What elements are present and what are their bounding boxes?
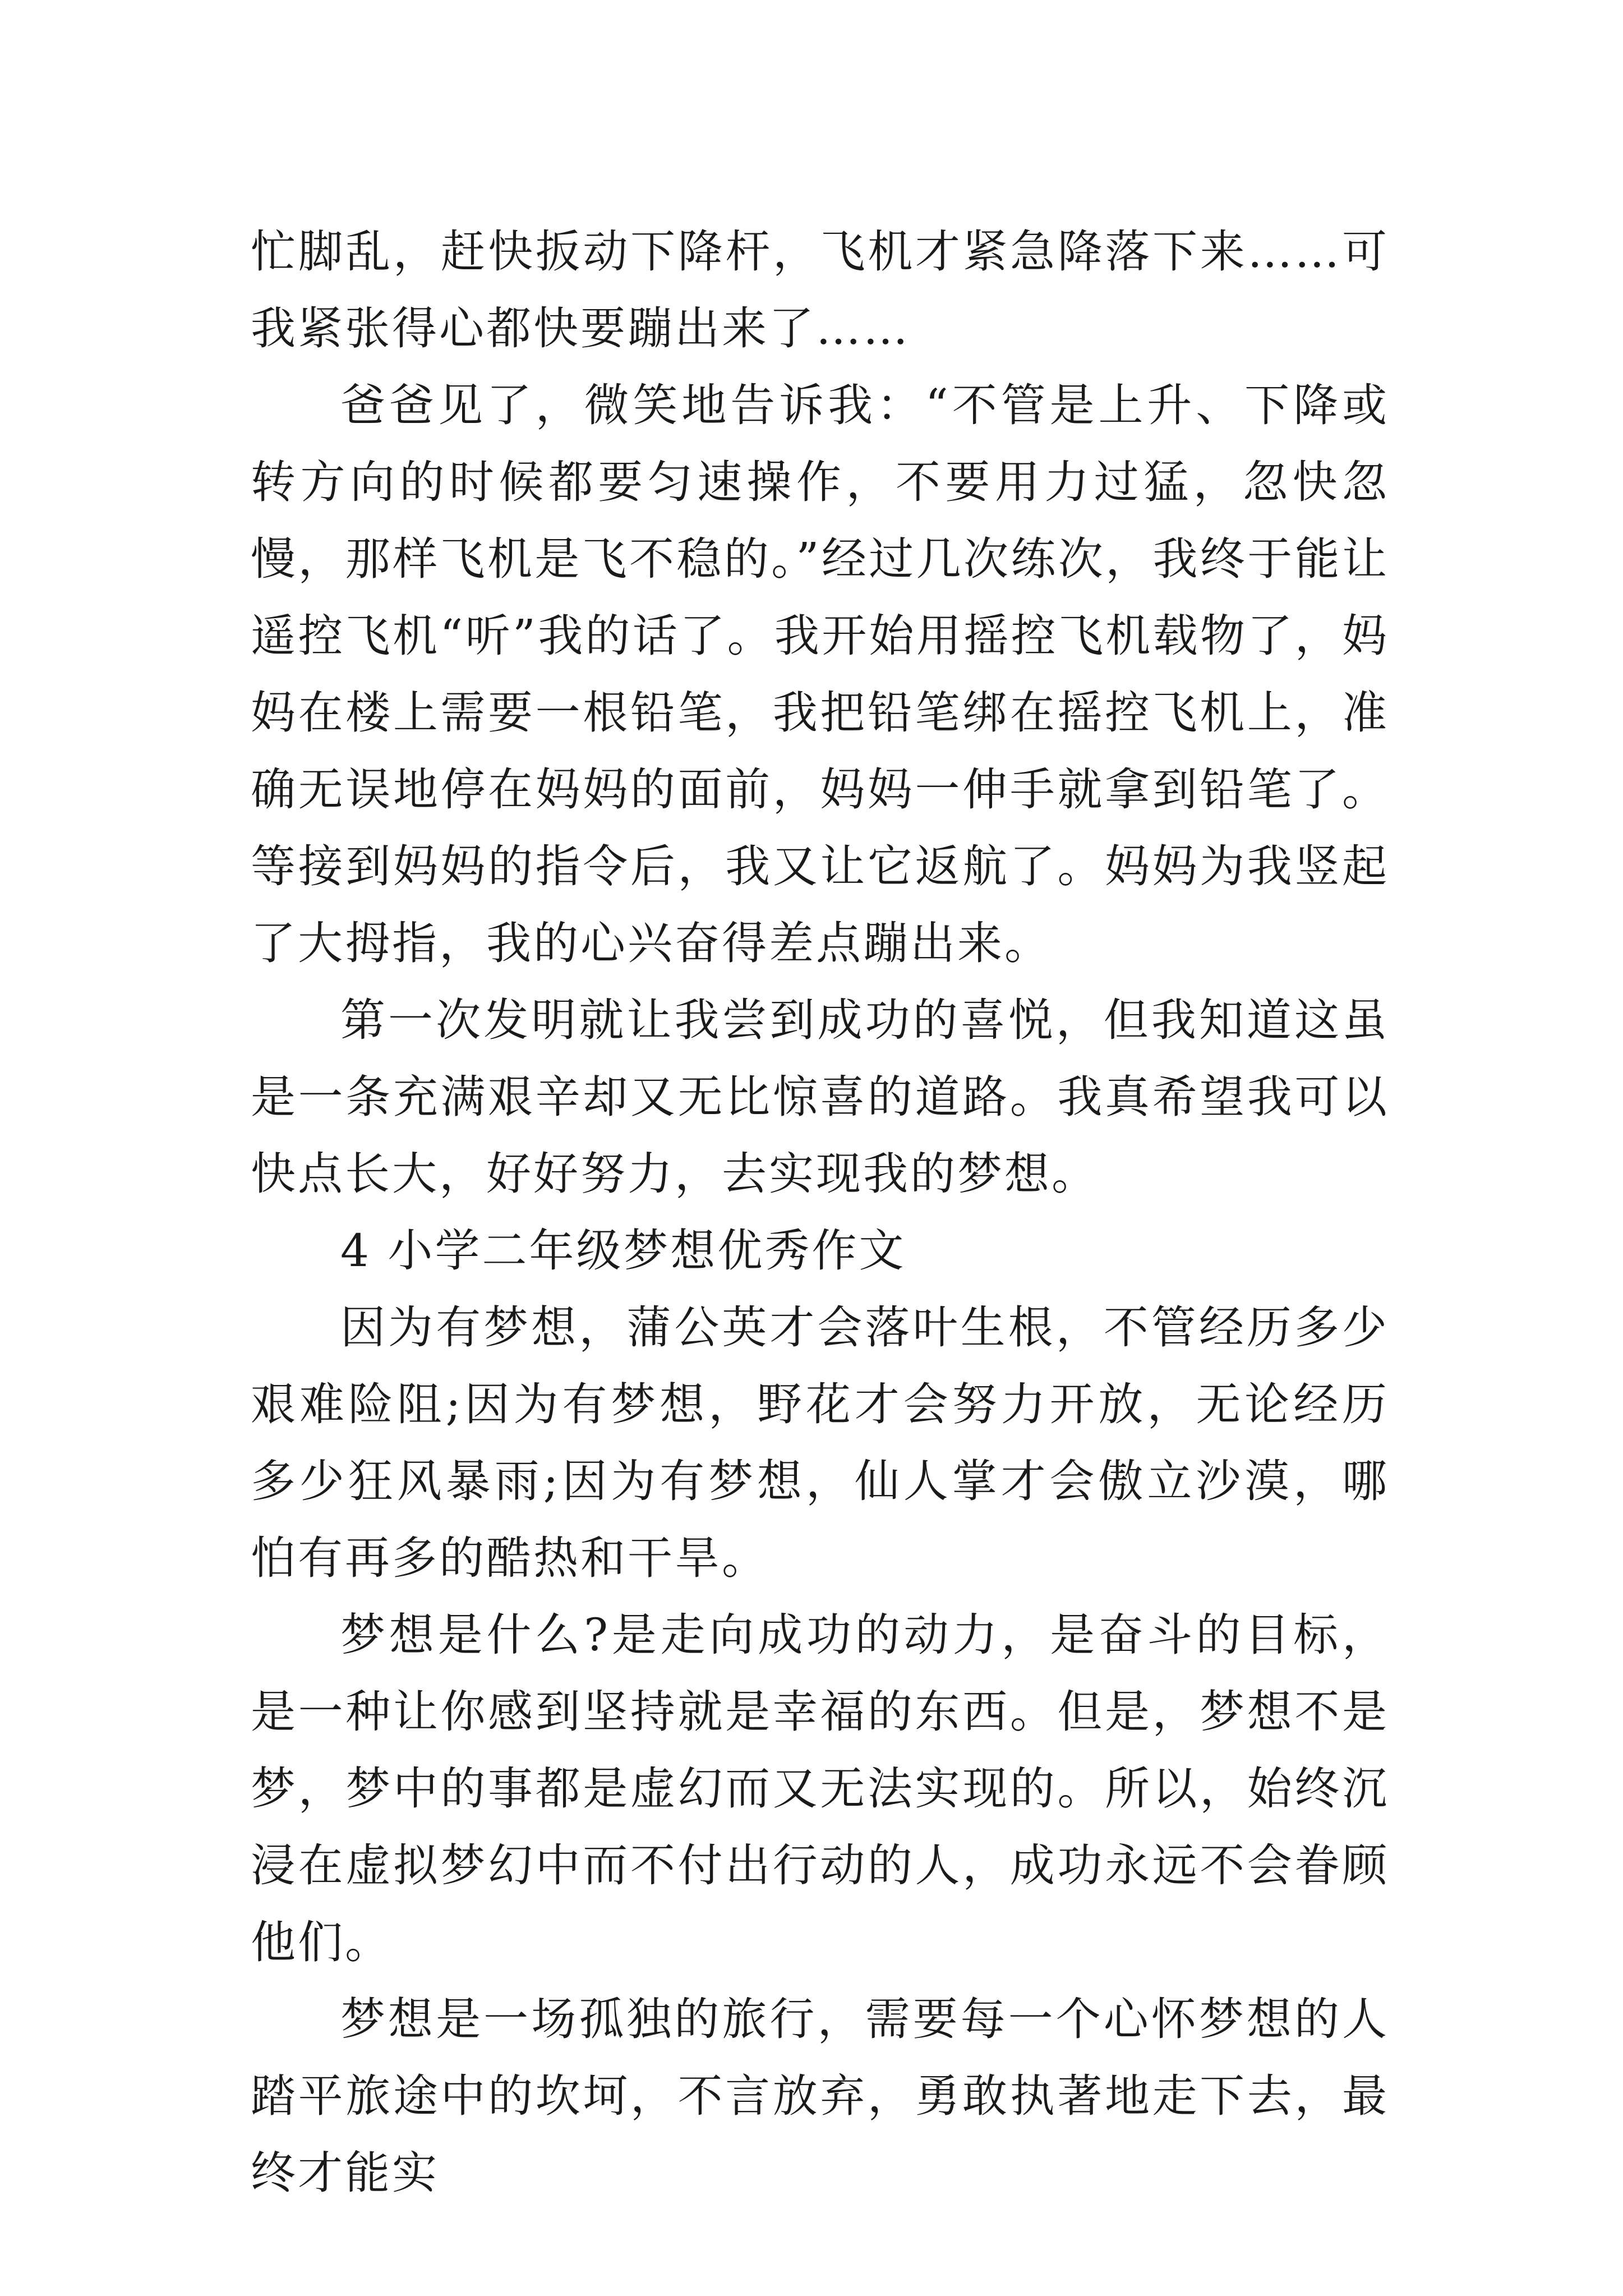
- document-body: [251, 213, 1389, 2211]
- paragraph-4: 因为有梦想，蒲公英才会落叶生根，不管经历多少艰难险阻;因为有梦想，野花才会努力开放，无论经历多少狂风暴雨;因为有梦想，仙人掌才会傲立沙漠，哪怕有再多的酷热和干旱。: [251, 1301, 1389, 1584]
- paragraph-6: 梦想是一场孤独的旅行，需要每一个心怀梦想的人踏平旅途中的坎坷，不言放弃，勇敢执著地走下去，最终才能实: [251, 1993, 1389, 2199]
- paragraph-5: 梦想是什么?是走向成功的动力，是奋斗的目标，是一种让你感到坚持就是幸福的东西。但是，梦想不是梦，梦中的事都是虚幻而又无法实现的。所以，始终沉浸在虚拟梦幻中而不付出行动的人，成功永远不会眷顾他们。: [251, 1609, 1389, 1968]
- section-heading: 4 小学二年级梦想优秀作文: [340, 1225, 906, 1277]
- paragraph-1: 忙脚乱，赶快扳动下降杆，飞机才紧急降落下来……可我紧张得心都快要蹦出来了……: [251, 226, 1389, 355]
- paragraph-3: 第一次发明就让我尝到成功的喜悦，但我知道这虽是一条充满艰辛却又无比惊喜的道路。我真希望我可以快点长大，好好努力，去实现我的梦想。: [251, 994, 1389, 1200]
- paragraph-2: 爸爸见了，微笑地告诉我：“不管是上升、下降或转方向的时候都要匀速操作，不要用力过猛，忽快忽慢，那样飞机是飞不稳的。”经过几次练次，我终于能让遥控飞机“听”我的话了。我开始用摇控飞机载物了，妈妈在楼上需要一根铅笔，我把铅笔绑在摇控飞机上，准确无误地停在妈妈的面前，妈妈一伸手就拿到铅笔了。等接到妈妈的指令后，我又让它返航了。妈妈为我竖起了大拇指，我的心兴奋得差点蹦出来。: [251, 379, 1389, 969]
